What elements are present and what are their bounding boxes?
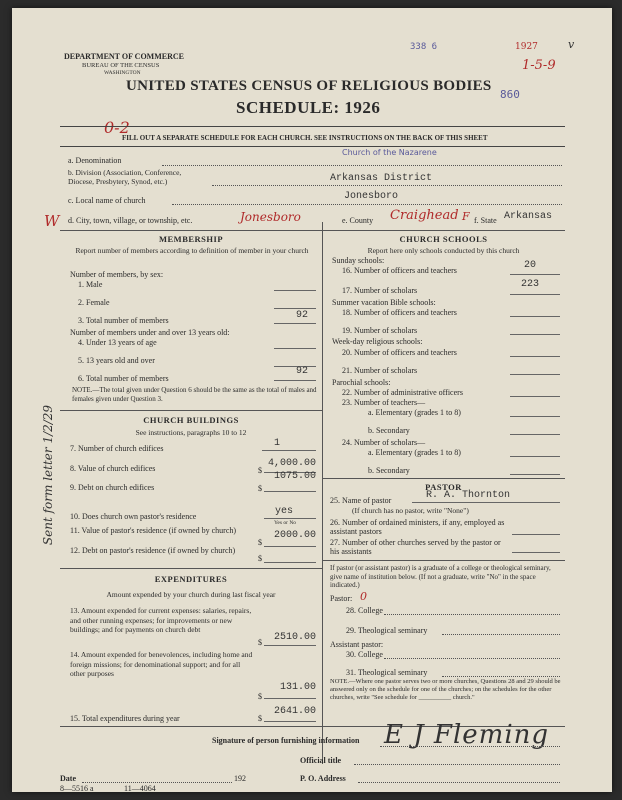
- pastor-none-hint: (If church has no pastor, write "None"): [352, 506, 469, 515]
- parochial-label: Parochial schools:: [332, 378, 391, 387]
- pastor-seminary-label: 29. Theological seminary: [346, 626, 428, 635]
- weekday-officers-label: 20. Number of officers and teachers: [342, 348, 457, 357]
- state-label: f. State: [474, 216, 497, 225]
- assistant-pastor-label: Assistant pastor:: [330, 640, 384, 649]
- current-expenses-label: 13. Amount expended for current expenses: salaries, repairs, and other running expenses; for improvements or new buildings; and for payments on church debt: [70, 606, 252, 634]
- sunday-scholars-value: 223: [520, 279, 539, 290]
- city-label: WASHINGTON: [104, 70, 141, 76]
- weekday-scholars-label: 21. Number of scholars: [342, 366, 418, 375]
- form-code: 11—4064: [124, 784, 156, 792]
- summer-label: Summer vacation Bible schools:: [332, 298, 436, 307]
- parochial-teachers-label: 23. Number of teachers—: [342, 398, 426, 407]
- residence-debt-label: 12. Debt on pastor's residence (if owned by church): [70, 546, 236, 555]
- total-expenditures-label: 15. Total expenditures during year: [70, 714, 180, 723]
- total-members-age-label: 6. Total number of members: [78, 374, 169, 383]
- local-name-label: c. Local name of church: [68, 196, 146, 205]
- other-churches-label: 27. Number of other churches served by the pastor or his assistants: [330, 538, 501, 556]
- dollar-sign-9: $: [258, 484, 262, 493]
- instruction-line: FILL OUT A SEPARATE SCHEDULE FOR EACH CHURCH. SEE INSTRUCTIONS ON THE BACK OF THIS SHEET: [122, 134, 488, 142]
- expenditures-title: EXPENDITURES: [154, 574, 228, 584]
- graduate-note: If pastor (or assistant pastor) is a graduate of a college or theological seminary, give name of institution below. (If not a graduate, write "No" in the space indicated.): [330, 564, 551, 589]
- by-sex-label: Number of members, by sex:: [70, 270, 164, 279]
- margin-note: Sent form letter 1/2/29: [41, 404, 55, 546]
- census-schedule-page: [12, 8, 612, 792]
- denomination-stamp: Church of the Nazarene: [342, 148, 437, 157]
- residence-value-label: 11. Value of pastor's residence (if owned by church): [70, 526, 237, 535]
- county-mark: F: [462, 210, 470, 223]
- denomination-label: a. Denomination: [68, 156, 122, 165]
- signature: E J Fleming: [384, 720, 550, 750]
- scholars-elementary-label: a. Elementary (grades 1 to 8): [368, 448, 461, 457]
- total-members-value: 92: [295, 310, 308, 321]
- year-label: 192: [234, 774, 246, 783]
- assistant-college-label: 30. College: [346, 650, 383, 659]
- teachers-secondary-label: b. Secondary: [368, 426, 410, 435]
- division-value: Arkansas District: [330, 173, 433, 184]
- date-label: Date: [60, 774, 76, 783]
- edifices-debt-label: 9. Debt on church edifices: [70, 483, 155, 492]
- parochial-scholars-label: 24. Number of scholars—: [342, 438, 426, 447]
- bureau-label: BUREAU OF THE CENSUS: [82, 62, 160, 69]
- pastor-note: NOTE.—Where one pastor serves two or more churches, Questions 28 and 29 should be answered only on the schedule for one of the churches; on the schedules for the other churches, write "See schedule for __________ church.": [330, 678, 561, 701]
- date-mark: 1-5-9: [522, 58, 556, 73]
- buildings-title: CHURCH BUILDINGS: [143, 415, 239, 425]
- weekday-label: Week-day religious schools:: [332, 337, 423, 346]
- stamp-year: 1927: [515, 42, 538, 52]
- total-expenditures-value: 2641.00: [273, 706, 316, 717]
- sunday-officers-value: 20: [523, 260, 536, 271]
- city-label-field: d. City, town, village, or township, etc.: [68, 216, 193, 225]
- schedule-title: SCHEDULE: 1926: [236, 98, 381, 117]
- benevolences-label: 14. Amount expended for benevolences, including home and foreign missions; for denominational support; and for all other purposes: [70, 650, 253, 678]
- over-13-label: 5. 13 years old and over: [78, 356, 155, 365]
- dollar-sign-8: $: [258, 466, 262, 475]
- summer-officers-label: 18. Number of officers and teachers: [342, 308, 457, 317]
- pastor-no-mark: 0: [360, 590, 367, 603]
- county-value: Craighead: [390, 208, 459, 223]
- teachers-elementary-label: a. Elementary (grades 1 to 8): [368, 408, 461, 417]
- schools-title: CHURCH SCHOOLS: [399, 234, 488, 244]
- under-13-label: 4. Under 13 years of age: [78, 338, 157, 347]
- dollar-sign-15: $: [258, 714, 262, 723]
- local-name-value: Jonesboro: [344, 191, 399, 202]
- edifices-debt-value: 1075.00: [273, 471, 316, 482]
- dollar-sign-13: $: [258, 638, 262, 647]
- sunday-scholars-label: 17. Number of scholars: [342, 286, 418, 295]
- form-title: UNITED STATES CENSUS OF RELIGIOUS BODIES: [126, 78, 492, 94]
- stamp-number: 860: [500, 88, 520, 101]
- current-expenses-value: 2510.00: [273, 632, 316, 643]
- membership-note: NOTE.—The total given under Question 6 should be the same as the total of males and females given under Question 3.: [72, 386, 317, 403]
- pastor-name-value: R. A. Thornton: [426, 490, 511, 501]
- owns-residence-value: yes: [274, 506, 293, 517]
- code-mark: 0-2: [104, 118, 130, 137]
- pastor-sub-label: Pastor:: [330, 594, 353, 603]
- edifices-count-value: 1: [273, 438, 280, 449]
- edifices-count-label: 7. Number of church edifices: [70, 444, 164, 453]
- scholars-secondary-label: b. Secondary: [368, 466, 410, 475]
- pastor-title: PASTOR: [425, 482, 462, 492]
- owns-residence-label: 10. Does church own pastor's residence: [70, 512, 197, 521]
- assistant-seminary-label: 31. Theological seminary: [346, 668, 428, 677]
- check-mark: v: [568, 38, 575, 51]
- dept-label: DEPARTMENT OF COMMERCE: [64, 52, 185, 61]
- female-label: 2. Female: [78, 298, 110, 307]
- dollar-sign-14: $: [258, 692, 262, 701]
- county-label: e. County: [342, 216, 374, 225]
- yes-no-hint: Yes or No: [274, 520, 297, 526]
- w-mark: W: [44, 212, 60, 230]
- schools-intro: Report here only schools conducted by this church: [367, 246, 520, 255]
- form-number: 8—5516 a: [60, 784, 94, 792]
- membership-intro: Report number of members according to definition of member in your church: [75, 246, 309, 255]
- benevolences-value: 131.00: [279, 682, 316, 693]
- male-label: 1. Male: [78, 280, 103, 289]
- edifices-value-label: 8. Value of church edifices: [70, 464, 156, 473]
- sunday-label: Sunday schools:: [332, 256, 385, 265]
- expenditures-intro: Amount expended by your church during last fiscal year: [106, 590, 276, 599]
- stamp-code: 338 6: [410, 42, 438, 52]
- membership-title: MEMBERSHIP: [158, 234, 224, 244]
- pastor-name-label: 25. Name of pastor: [330, 496, 392, 505]
- total-members-age-value: 92: [295, 366, 308, 377]
- sunday-officers-label: 16. Number of officers and teachers: [342, 266, 457, 275]
- pastor-college-label: 28. College: [346, 606, 383, 615]
- buildings-sub: See instructions, paragraphs 10 to 12: [135, 428, 247, 437]
- age-intro: Number of members under and over 13 years old:: [70, 328, 230, 337]
- edifices-value: 4,000.00: [267, 458, 316, 469]
- residence-value: 2000.00: [273, 530, 316, 541]
- state-value: Arkansas: [504, 211, 553, 222]
- signature-label: Signature of person furnishing information: [212, 736, 360, 745]
- official-title-label: Official title: [300, 756, 342, 765]
- summer-scholars-label: 19. Number of scholars: [342, 326, 418, 335]
- city-value: Jonesboro: [240, 210, 301, 224]
- total-members-label: 3. Total number of members: [78, 316, 169, 325]
- dollar-sign-12: $: [258, 554, 262, 563]
- po-address-label: P. O. Address: [300, 774, 346, 783]
- parochial-admin-label: 22. Number of administrative officers: [342, 388, 463, 397]
- division-label: b. Division (Association, Conference, Diocese, Presbytery, Synod, etc.): [68, 168, 182, 186]
- dollar-sign-11: $: [258, 538, 262, 547]
- assistant-count-label: 26. Number of ordained ministers, if any, employed as assistant pastors: [330, 518, 505, 536]
